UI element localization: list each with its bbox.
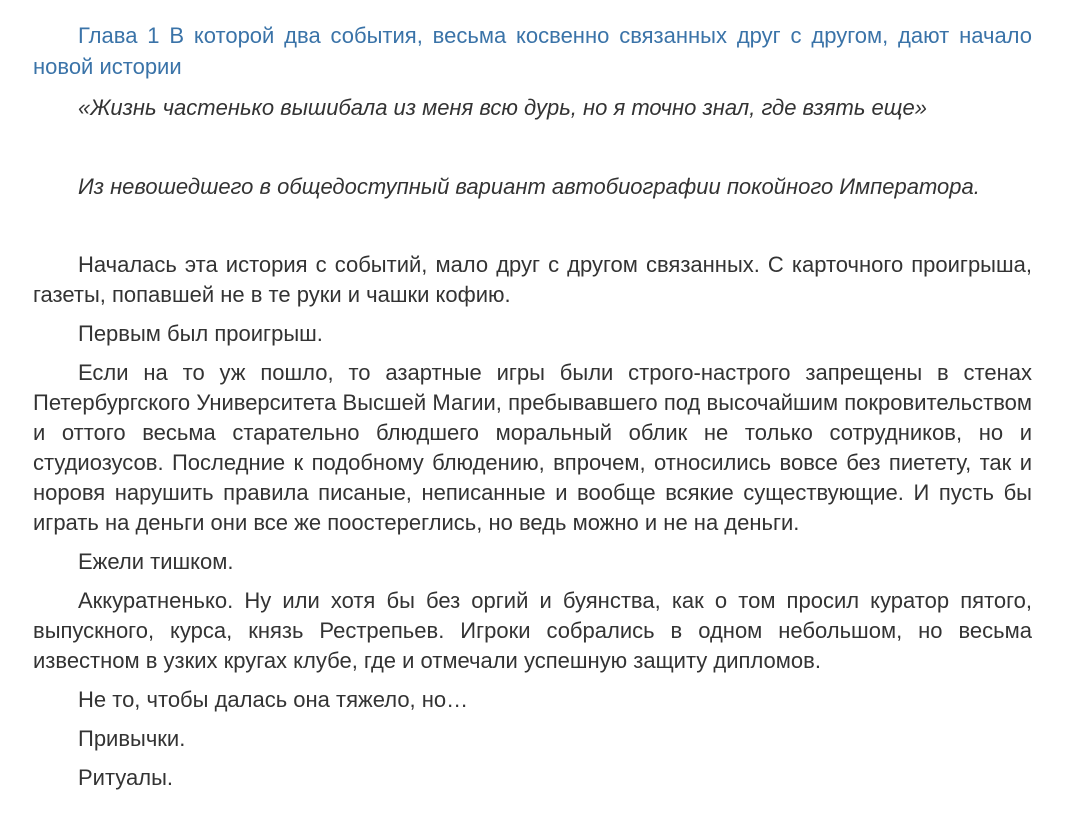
paragraph-3: Если на то уж пошло, то азартные игры были строго-настрого запрещены в стенах Петербургского Университета Высшей Магии, пребывавшего под высочайшим покровительством и оттого весьма старательно блюдшего моральный облик не только сотрудников, но и студиозусов. Последние к подобному блюдению, впрочем, относились вовсе без пиетету, так и норовя нарушить правила писаные, неписанные и вообще всякие существующие. И пусть бы играть на деньги они все же поостереглись, но ведь можно и не на деньги. — [33, 360, 1032, 535]
paragraph-4: Ежели тишком. — [78, 549, 234, 574]
paragraph-8: Ритуалы. — [78, 765, 174, 790]
paragraph-1: Началась эта история с событий, мало друг с другом связанных. С карточного проигрыша, газеты, попавшей не в те руки и чашки кофию. — [33, 252, 1032, 307]
paragraph-6: Не то, чтобы далась она тяжело, но… — [78, 687, 469, 712]
paragraph-7: Привычки. — [78, 726, 186, 751]
chapter-title: Глава 1 В которой два события, весьма косвенно связанных друг с другом, дают начало новой истории — [33, 23, 1032, 79]
paragraph-5: Аккуратненько. Ну или хотя бы без оргий и буянства, как о том просил куратор пятого, выпускного, курса, князь Рестрепьев. Игроки собрались в одном небольшом, но весьма известном в узких кругах клубе, где и отмечали успешную защиту дипломов. — [33, 588, 1032, 673]
paragraph-2: Первым был проигрыш. — [78, 321, 323, 346]
epigraph-quote: «Жизнь частенько вышибала из меня всю дурь, но я точно знал, где взять еще» — [78, 95, 927, 120]
epigraph-source: Из невошедшего в общедоступный вариант автобиографии покойного Императора. — [78, 174, 980, 199]
